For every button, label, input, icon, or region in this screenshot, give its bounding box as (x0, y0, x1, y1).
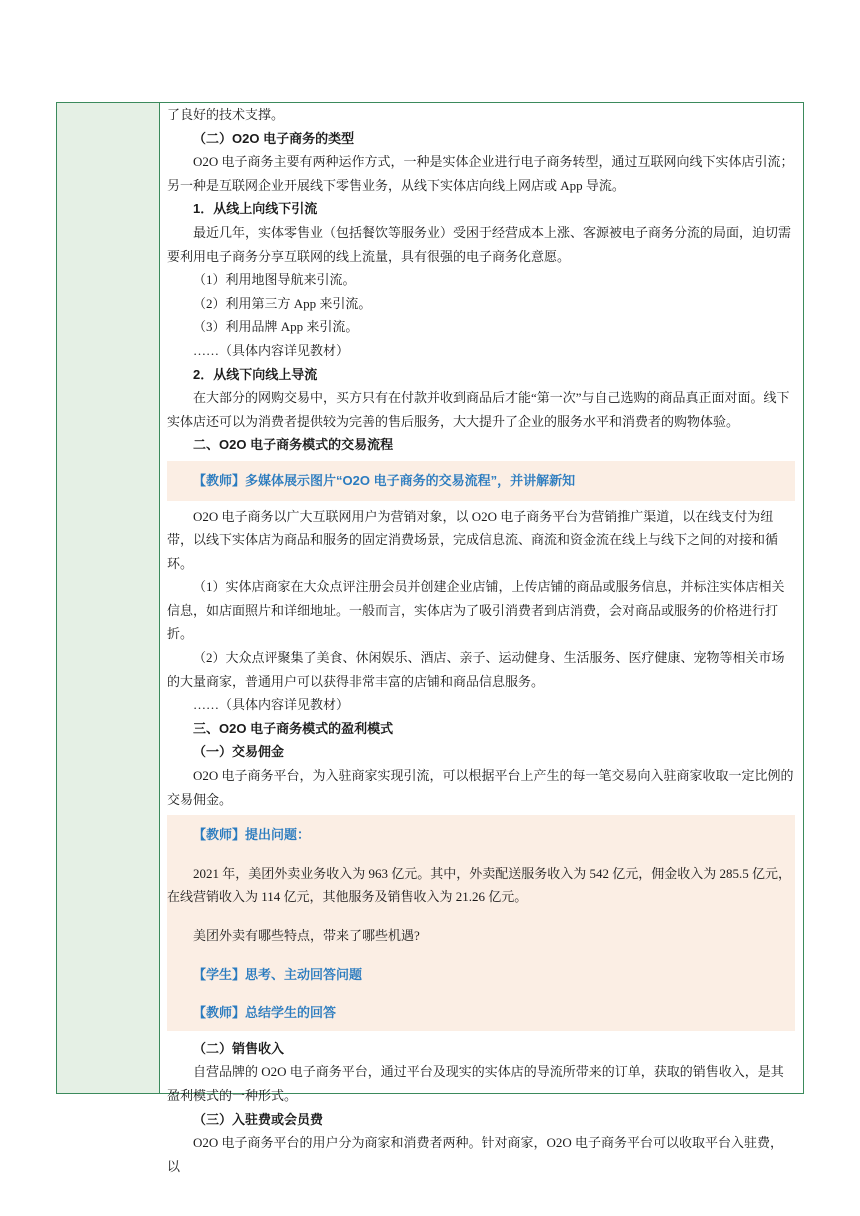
teacher-activity-box (167, 461, 795, 501)
section-heading: 二、O2O 电子商务模式的交易流程 (193, 437, 394, 453)
paragraph: （1）实体店商家在大众点评注册会员并创建企业店铺，上传店铺的商品或服务信息，并标注实体店相关信息，如店面照片和详细地址。一般而言，实体店为了吸引消费者到店消费，会对商品或服务的价格进行打折。 (167, 579, 785, 642)
content-cell (160, 103, 803, 1174)
teacher-note: 【教师】多媒体展示图片“O2O 电子商务的交易流程”，并讲解新知 (193, 472, 576, 488)
teacher-summary: 【教师】总结学生的回答 (193, 1005, 337, 1021)
paragraph: O2O 电子商务主要有两种运作方式，一种是实体企业进行电子商务转型，通过互联网向线下实体店引流；另一种是互联网企业开展线下零售业务，从线下实体店向线上网店或 App 导流。 (167, 154, 794, 193)
sub-heading: （一）交易佣金 (193, 744, 285, 760)
list-item: （2）利用第三方 App 来引流。 (193, 295, 372, 311)
left-column (57, 103, 160, 1093)
paragraph: 在大部分的网购交易中，买方只有在付款并收到商品后才能“第一次”与自己选购的商品真正面对面。线下实体店还可以为消费者提供较为完善的售后服务，大大提升了企业的服务水平和消费者的购物体验。 (167, 390, 790, 429)
student-note: 【学生】思考、主动回答问题 (193, 966, 363, 982)
see-textbook-note: ……（具体内容详见教材） (193, 697, 350, 713)
lesson-table (56, 102, 804, 1174)
section-heading: 三、O2O 电子商务模式的盈利模式 (193, 720, 394, 736)
paragraph: 最近几年，实体零售业（包括餐饮等服务业）受困于经营成本上涨、客源被电子商务分流的局面，迫切需要利用电子商务分享互联网的线上流量，具有很强的电子商务化意愿。 (167, 224, 792, 264)
sub-heading: （二）销售收入 (193, 1040, 285, 1056)
list-item: （1）利用地图导航来引流。 (193, 272, 356, 288)
paragraph: 自营品牌的 O2O 电子商务平台，通过平台及现实的实体店的导流所带来的订单，获取的销售收入，是其盈利模式的一种形式。 (167, 1064, 784, 1103)
paragraph: O2O 电子商务以广大互联网用户为营销对象，以 O2O 电子商务平台为营销推广渠道，以在线支付为纽带，以线下实体店为商品和服务的固定消费场景，完成信息流、商流和资金流在线上与线下之间的对接和循环。 (167, 508, 779, 571)
text-line: 了良好的技术支撑。 (167, 107, 285, 122)
paragraph: 2021 年，美团外卖业务收入为 963 亿元。其中，外卖配送服务收入为 542 亿元，佣金收入为 285.5 亿元，在线营销收入为 114 亿元，其他服务及销售收入为 21.26 亿元。 (167, 865, 792, 905)
paragraph: O2O 电子商务平台，为入驻商家实现引流，可以根据平台上产生的每一笔交易向入驻商家收取一定比例的交易佣金。 (167, 768, 794, 807)
question-text: 美团外卖有哪些特点，带来了哪些机遇? (193, 928, 420, 943)
sub-heading: 2．从线下向线上导流 (193, 366, 318, 382)
section-heading: （二）O2O 电子商务的类型 (193, 130, 355, 146)
teacher-question: 【教师】提出问题： (193, 827, 311, 843)
paragraph: （2）大众点评聚集了美食、休闲娱乐、酒店、亲子、运动健身、生活服务、医疗健康、宠物等相关市场的大量商家，普通用户可以获得非常丰富的店铺和商品信息服务。 (167, 650, 785, 689)
sub-heading: 1．从线上向线下引流 (193, 201, 318, 217)
teacher-question-box (167, 815, 795, 1031)
list-item: （3）利用品牌 App 来引流。 (193, 319, 359, 335)
see-textbook-note: ……（具体内容详见教材） (193, 342, 350, 358)
sub-heading: （三）入驻费或会员费 (193, 1111, 324, 1127)
paragraph: O2O 电子商务平台的用户分为商家和消费者两种。针对商家，O2O 电子商务平台可以收取平台入驻费，以 (167, 1135, 784, 1174)
